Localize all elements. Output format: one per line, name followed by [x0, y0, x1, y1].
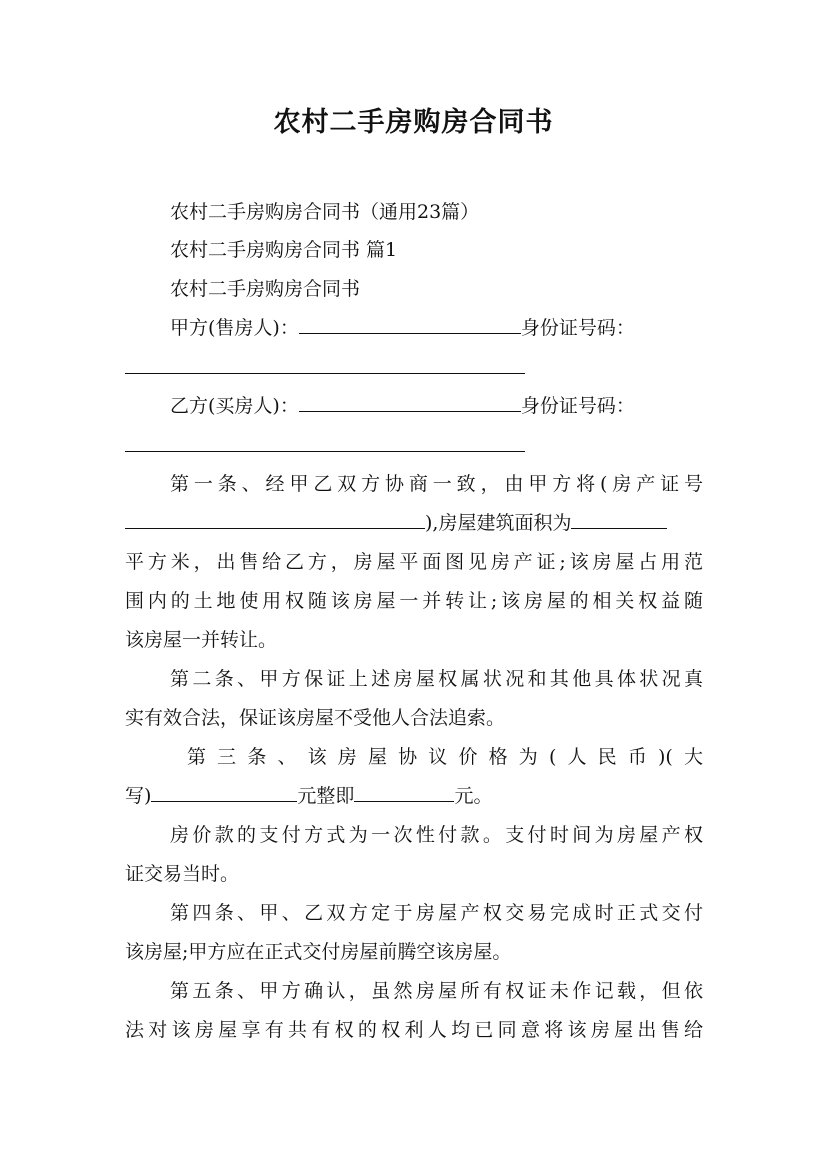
payment-line-2: 证交易当时。 — [125, 863, 240, 885]
price-in-words-blank — [151, 783, 297, 802]
party-a-label: 甲方(售房人)： — [170, 317, 299, 339]
party-b-label: 乙方(买房人)： — [170, 395, 299, 417]
article-1-line-4: 围内的土地使用权随该房屋一并转让;该房屋的相关权益随 — [125, 590, 703, 612]
article-3-line-1: 第三条、该房屋协议价格为(人民币)(大 — [187, 746, 703, 768]
article-3-daxie-text: 写) — [125, 785, 152, 807]
article-1-line-5: 该房屋一并转让。 — [125, 629, 278, 651]
article-5-line-2: 法对该房屋享有共有权的权利人均已同意将该房屋出售给 — [125, 1019, 703, 1041]
party-b-name-blank — [299, 393, 521, 412]
payment-line-1: 房价款的支付方式为一次性付款。支付时间为房屋产权 — [170, 824, 703, 846]
article-5-line-1: 第五条、甲方确认，虽然房屋所有权证未作记载，但依 — [170, 980, 703, 1002]
article-1-line-2 — [125, 510, 703, 536]
party-a-id-label: 身份证号码： — [520, 317, 635, 339]
article-2-line-2: 实有效合法，保证该房屋不受他人合法追索。 — [125, 707, 506, 729]
price-in-numbers-blank — [354, 783, 454, 802]
article-3-yuan-text: 元。 — [454, 785, 493, 807]
article-1-line-3: 平方米，出售给乙方，房屋平面图见房产证;该房屋占用范 — [125, 551, 703, 573]
article-1-area-text: ),房屋建筑面积为 — [425, 512, 572, 534]
property-cert-number-blank — [125, 510, 425, 529]
article-4-line-1: 第四条、甲、乙双方定于房屋产权交易完成时正式交付 — [170, 902, 703, 924]
party-a-id-blank — [125, 373, 525, 374]
party-b-line — [125, 393, 703, 419]
intro-line-3: 农村二手房购房合同书 — [170, 278, 361, 300]
party-a-line — [125, 315, 703, 341]
party-b-id-label: 身份证号码： — [520, 395, 635, 417]
article-4-line-2: 该房屋;甲方应在正式交付房屋前腾空该房屋。 — [125, 941, 512, 963]
intro-line-1: 农村二手房购房合同书（通用23篇） — [170, 201, 480, 223]
article-3-line-2 — [125, 783, 703, 809]
document-title: 农村二手房购房合同书 — [273, 107, 554, 138]
intro-line-2: 农村二手房购房合同书 篇1 — [170, 239, 398, 261]
party-b-id-blank — [125, 451, 525, 452]
building-area-blank — [571, 510, 667, 529]
article-3-yuanzheng-text: 元整即 — [297, 785, 355, 807]
article-1-line-1: 第一条、经甲乙双方协商一致，由甲方将(房产证号 — [170, 473, 703, 495]
party-a-name-blank — [299, 315, 521, 334]
article-2-line-1: 第二条、甲方保证上述房屋权属状况和其他具体状况真 — [170, 668, 703, 690]
